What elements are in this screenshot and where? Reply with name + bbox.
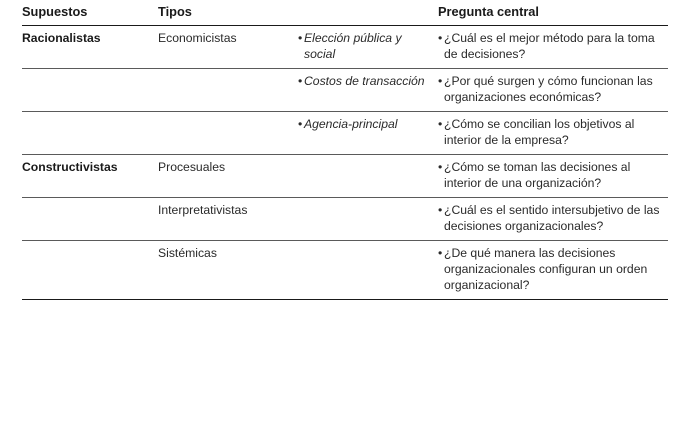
bulleted-question [438,73,662,105]
bulleted-question [438,116,662,148]
assumption-cell: Constructivistas [22,160,118,174]
bulleted-question [438,202,662,234]
subtype-cell [298,155,438,198]
bulleted-question [438,30,662,62]
assumption-cell: Racionalistas [22,31,101,45]
table-header [22,0,668,26]
type-cell: Procesuales [158,160,226,174]
subtype-cell [298,112,438,155]
bulleted-subtype [298,116,432,132]
question-text: ¿Por qué surgen y cómo funcionan las organizaciones económicas? [444,74,653,104]
question-text: ¿Cómo se toman las decisiones al interior de una organización? [444,160,631,190]
type-cell: Sistémicas [158,246,217,260]
question-text: ¿Cuál es el sentido intersubjetivo de las decisiones organizacionales? [444,203,660,233]
bullet-marker: • [438,246,443,260]
table-row [22,241,668,300]
subtype-text: Costos de transacción [304,74,425,88]
header-assumptions: Supuestos [22,4,88,19]
header-central-question: Pregunta central [438,4,539,19]
type-cell: Economicistas [158,31,237,45]
subtype-cell [298,198,438,241]
table-row [22,112,668,155]
subtype-cell [298,69,438,112]
question-cell [438,241,668,300]
bullet-marker: • [298,74,303,88]
assumption-cell [22,112,158,155]
type-cell [158,112,298,155]
question-text: ¿De qué manera las decisiones organizacionales configuran un orden organizacional? [444,246,648,292]
question-text: ¿Cuál es el mejor método para la toma de decisiones? [444,31,655,61]
table-row [22,155,668,198]
subtype-text: Elección pública y social [304,31,402,61]
bullet-marker: • [438,74,443,88]
question-cell [438,112,668,155]
table-row [22,198,668,241]
bullet-marker: • [438,31,443,45]
bullet-marker: • [438,203,443,217]
header-subtypes [298,0,438,26]
bullet-marker: • [298,31,303,45]
table-row [22,26,668,69]
bullet-marker: • [438,117,443,131]
bulleted-subtype [298,30,432,62]
subtype-cell [298,26,438,69]
question-text: ¿Cómo se concilian los objetivos al interior de la empresa? [444,117,635,147]
type-cell [158,69,298,112]
bulleted-subtype [298,73,432,89]
question-cell [438,26,668,69]
assumption-cell [22,198,158,241]
table-row [22,69,668,112]
decision-theories-table [22,0,668,300]
table-body [22,26,668,300]
bullet-marker: • [298,117,303,131]
question-cell [438,198,668,241]
subtype-text: Agencia-principal [304,117,398,131]
type-cell: Interpretativistas [158,203,248,217]
subtype-cell [298,241,438,300]
assumption-cell [22,241,158,300]
bulleted-question [438,245,662,293]
header-types: Tipos [158,4,192,19]
question-cell [438,69,668,112]
bullet-marker: • [438,160,443,174]
assumption-cell [22,69,158,112]
question-cell [438,155,668,198]
header-row [22,0,668,26]
bulleted-question [438,159,662,191]
